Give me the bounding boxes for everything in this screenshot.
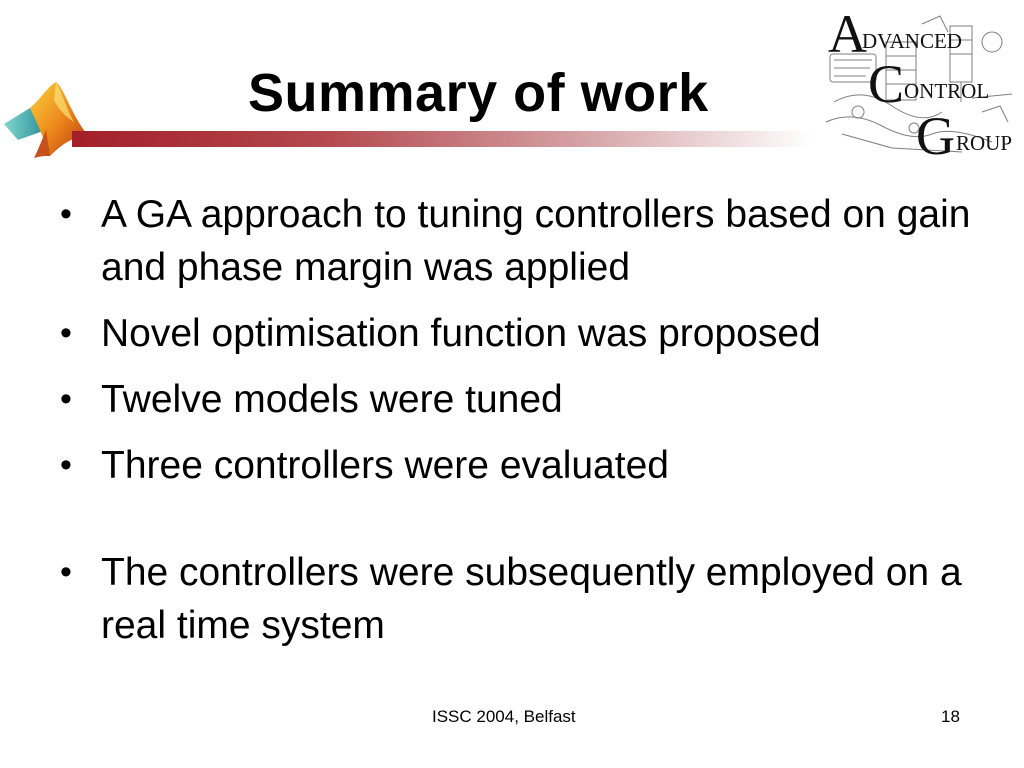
bullet-item <box>58 188 988 294</box>
footer-conference: ISSC 2004, Belfast <box>432 707 576 726</box>
advanced-control-group-logo <box>822 2 1020 158</box>
bullet-marker: • <box>60 553 72 591</box>
bullet-marker: • <box>60 195 72 233</box>
acg-word-control: ONTROL <box>904 79 990 103</box>
bullet-list <box>58 188 988 665</box>
bullet-text: Three controllers were evaluated <box>101 444 669 487</box>
bullet-marker: • <box>60 446 72 484</box>
matlab-logo-icon <box>0 78 96 164</box>
acg-word-group: ROUP <box>956 131 1013 155</box>
acg-initial-a: A <box>828 4 867 64</box>
bullet-text: Novel optimisation function was proposed <box>101 312 821 355</box>
bullet-item <box>58 373 988 426</box>
acg-word-advanced: DVANCED <box>862 29 962 53</box>
bullet-text: A GA approach to tuning controllers based on gain and phase margin was applied <box>101 193 971 289</box>
acg-initial-g: G <box>916 106 955 158</box>
bullet-text: The controllers were subsequently employed on a real time system <box>101 551 962 647</box>
slide-title: Summary of work <box>248 63 709 123</box>
bullet-marker: • <box>60 314 72 352</box>
bullet-item <box>58 546 988 652</box>
page-number: 18 <box>941 707 960 726</box>
bullet-marker: • <box>60 380 72 418</box>
bullet-item <box>58 307 988 360</box>
bullet-text: Twelve models were tuned <box>101 378 563 421</box>
bullet-item <box>58 439 988 492</box>
acg-initial-c: C <box>868 54 905 114</box>
title-underline <box>72 131 812 147</box>
